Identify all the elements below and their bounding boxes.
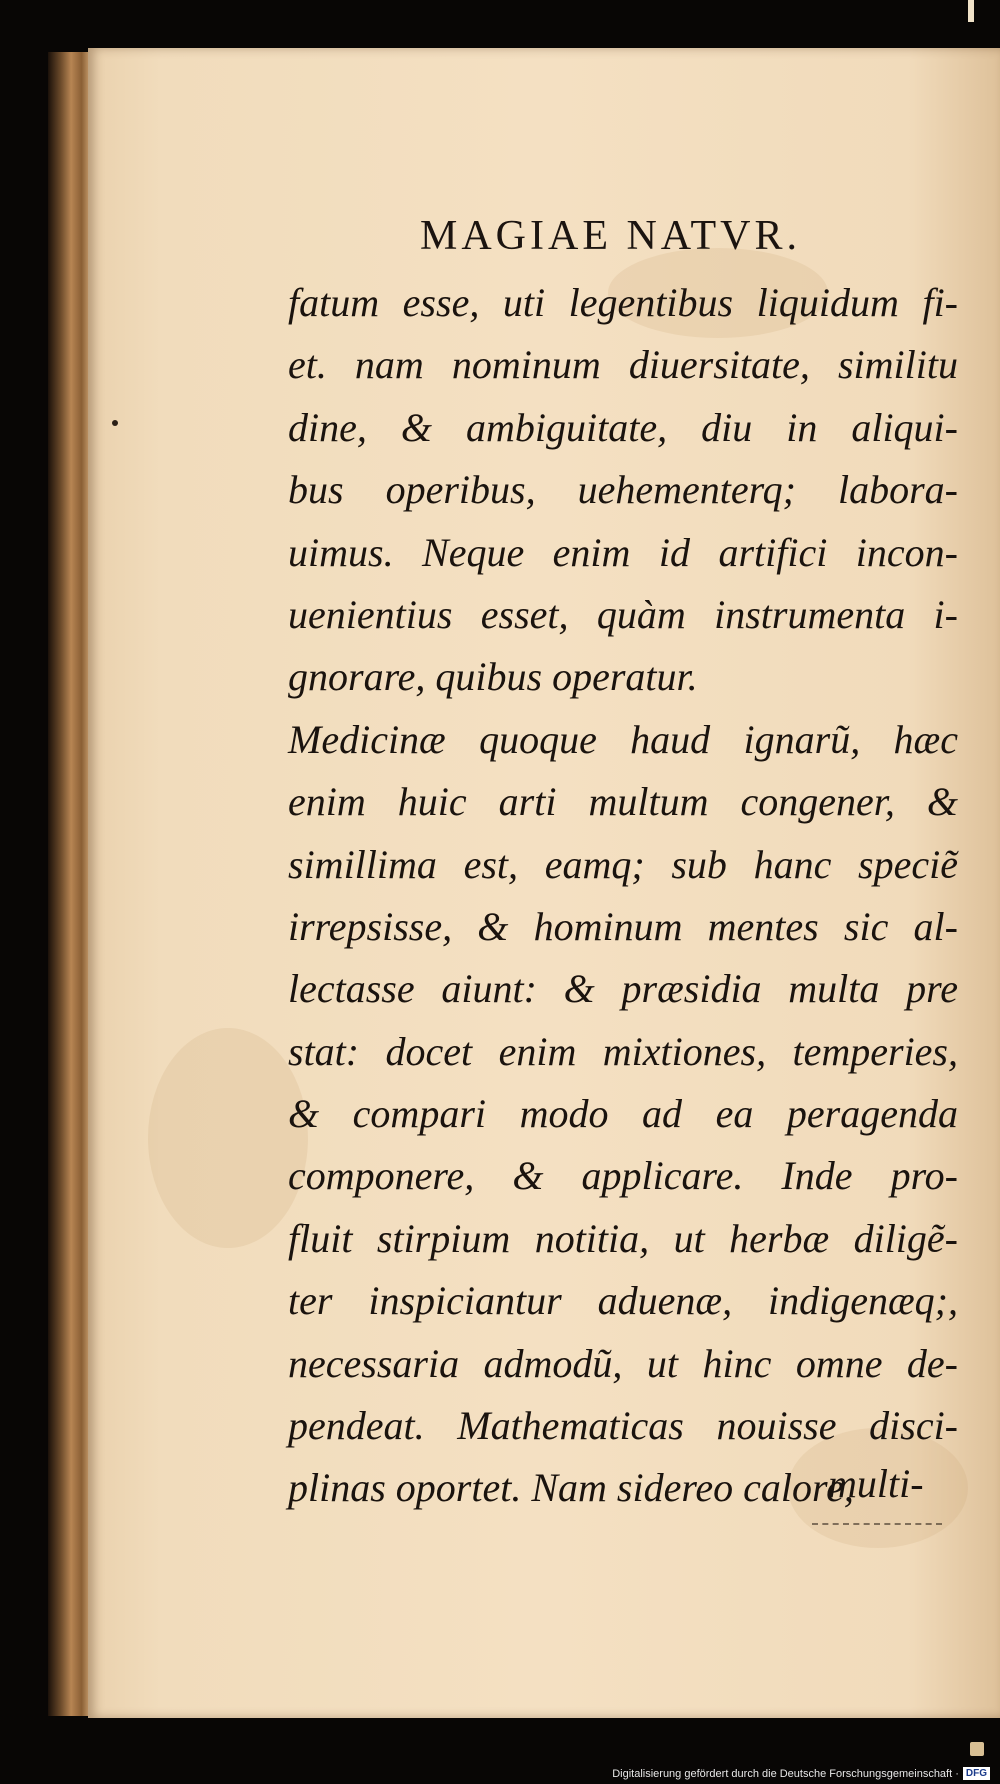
credit-text: Digitalisierung gefördert durch die Deutsche Forschungsgemeinschaft · bbox=[612, 1767, 959, 1780]
text-line: pendeat. Mathematicas nouisse disci- bbox=[288, 1403, 958, 1449]
text-line: fatum esse, uti legentibus liquidum fi- bbox=[288, 280, 958, 325]
text-line: stat: docet enim mixtiones, temperies, bbox=[288, 1028, 958, 1074]
text-line: fluit stirpium notitia, ut herbæ diligẽ- bbox=[288, 1215, 958, 1261]
text-line: gnorare, quibus operatur. bbox=[288, 654, 698, 700]
text-line: et. nam nominum diuersitate, similitu bbox=[288, 342, 958, 388]
text-line: simillima est, eamq; sub hanc speciẽ bbox=[288, 841, 958, 887]
text-line: componere, & applicare. Inde pro- bbox=[288, 1153, 958, 1199]
text-line: uenientius esset, quàm instrumenta i- bbox=[288, 591, 958, 637]
text-line: necessaria admodũ, ut hinc omne de- bbox=[288, 1340, 958, 1386]
scan-edge-mark bbox=[968, 0, 974, 22]
text-line: lectasse aiunt: & præsidia multa pre bbox=[288, 966, 958, 1012]
scan-edge-mark bbox=[970, 1742, 984, 1756]
book-spine-edge bbox=[48, 52, 90, 1716]
text-line: Medicinæ quoque haud ignarũ, hæc bbox=[288, 716, 958, 762]
text-line: & compari modo ad ea peragenda bbox=[288, 1091, 958, 1137]
ink-speck bbox=[112, 420, 118, 426]
text-line: uimus. Neque enim id artifici incon- bbox=[288, 529, 958, 575]
dfg-logo: DFG bbox=[963, 1767, 990, 1780]
running-title: MAGIAE NATVR. bbox=[420, 213, 801, 259]
body-text bbox=[288, 272, 958, 1520]
text-line: enim huic arti multum congener, & bbox=[288, 779, 958, 825]
text-line: bus operibus, uehementerq; labora- bbox=[288, 467, 958, 513]
catchword: multi- bbox=[828, 1461, 924, 1506]
text-line: plinas oportet. Nam sidereo calore, bbox=[288, 1465, 854, 1511]
paper-stain bbox=[148, 1028, 308, 1248]
digitization-credit bbox=[612, 1767, 990, 1780]
text-line: irrepsisse, & hominum mentes sic al- bbox=[288, 903, 958, 949]
text-line: dine, & ambiguitate, diu in aliqui- bbox=[288, 404, 958, 450]
catchword-rule bbox=[812, 1523, 942, 1527]
text-line: ter inspiciantur aduenæ, indigenæq;, bbox=[288, 1278, 958, 1324]
